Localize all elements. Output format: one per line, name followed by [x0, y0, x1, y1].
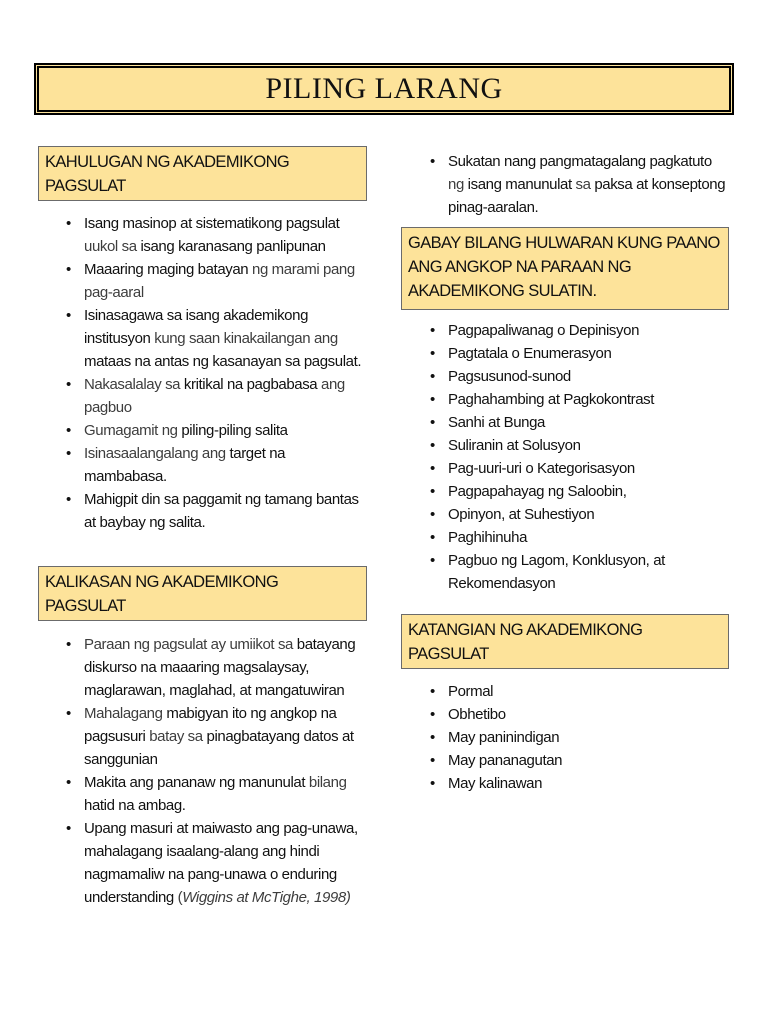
list-item-text: ang pagbuo [84, 376, 345, 416]
page-title-box [34, 63, 734, 115]
list-item-text: mabigyan ito ng angkop na pagsusuri [84, 705, 337, 745]
list-item [426, 703, 726, 726]
list-item-text: Mahalagang [84, 705, 167, 722]
list-item-text: ng [448, 176, 468, 193]
list-item-text: Pormal [448, 683, 494, 700]
list-kahulugan [62, 212, 362, 534]
list-item-text: piling-piling salita [181, 422, 288, 439]
list-item-text: Wiggins at McTighe, 1998) [182, 889, 351, 906]
list-kalikasan [62, 633, 362, 909]
list-item-text: Sukatan nang pangmatagalang pagkatuto [448, 153, 712, 170]
list-item-text: Obhetibo [448, 706, 506, 723]
list-item-text: kung saan kinakailangan ang [150, 330, 338, 347]
list-item-text: batay sa [145, 728, 207, 745]
list-item-text: batayang diskurso na maaaring magsalaysay, maglarawan, maglahad, at mangatuwiran [84, 636, 356, 699]
list-item-text: May kalinawan [448, 775, 543, 792]
list-item-text: kritikal na pagbabasa [183, 376, 318, 393]
list-item [62, 419, 362, 442]
list-item-text: Isinasagawa sa isang akademikong institusyon [84, 307, 309, 347]
list-item-text: Paghahambing at Pagkokontrast [448, 391, 655, 408]
list-item-text: uukol sa [84, 238, 141, 255]
list-item-text: paksa at konseptong pinag-aaralan. [448, 176, 726, 216]
list-item [426, 365, 726, 388]
list-item [426, 480, 726, 503]
list-item [426, 342, 726, 365]
list-item-text: Gumagamit ng [84, 422, 182, 439]
list-item-text: Pagpapaliwanag o Depinisyon [448, 322, 640, 339]
list-item-text: Pagtatala o Enumerasyon [448, 345, 612, 362]
list-item-text: isang karanasang panlipunan [140, 238, 326, 255]
list-item-text: Maaaring maging batayan [84, 261, 249, 278]
list-item [62, 702, 362, 771]
list-item [426, 319, 726, 342]
list-item [426, 526, 726, 549]
list-item-text: isang manunulat [467, 176, 572, 193]
heading-kahulugan: KAHULUGAN NG AKADEMIKONG PAGSULAT [38, 146, 367, 201]
page-title: PILING LARANG [265, 72, 503, 105]
heading-katangian: KATANGIAN NG AKADEMIKONG PAGSULAT [401, 614, 729, 669]
list-item-text: Sanhi at Bunga [448, 414, 545, 431]
list-item-text: Mahigpit din sa paggamit ng tamang bantas at baybay ng salita. [84, 491, 359, 531]
list-item [426, 726, 726, 749]
list-item-text: Upang masuri at maiwasto ang pag-unawa, mahalagang isaalang-alang ang hindi nagmamaliw na pang-unawa o enduring understanding [84, 820, 358, 906]
list-gabay [426, 319, 726, 595]
heading-gabay: GABAY BILANG HULWARAN KUNG PAANO ANG ANGKOP NA PARAAN NG AKADEMIKONG SULATIN. [401, 227, 729, 310]
list-item-text: pinagbatayang datos at sanggunian [84, 728, 354, 768]
list-item [426, 680, 726, 703]
list-item-text: Makita ang pananaw ng manunulat [84, 774, 306, 791]
list-item [426, 549, 726, 595]
list-item-text: ng marami pang pag-aaral [84, 261, 355, 301]
list-item [426, 388, 726, 411]
list-item [426, 457, 726, 480]
list-item [426, 434, 726, 457]
heading-kalikasan: KALIKASAN NG AKADEMIKONG PAGSULAT [38, 566, 367, 621]
list-item-text: Pagsusunod-sunod [448, 368, 571, 385]
list-item [62, 258, 362, 304]
list-item-text: Isinasaalangalang ang [84, 445, 230, 462]
list-item-text: Pagbuo ng Lagom, Konklusyon, at Rekomendasyon [448, 552, 665, 592]
list-item-text: Nakasalalay sa [84, 376, 184, 393]
list-item [62, 304, 362, 373]
list-item-text: Pagpapahayag ng Saloobin, [448, 483, 627, 500]
list-item-text: Paghihinuha [448, 529, 528, 546]
list-item [426, 150, 726, 219]
list-item-text: target na mambabasa. [84, 445, 286, 485]
list-item [62, 771, 362, 817]
list-item [426, 503, 726, 526]
list-item [62, 212, 362, 258]
list-item-text: hatid na ambag. [84, 797, 186, 814]
list-item [426, 772, 726, 795]
list-item-text: bilang [305, 774, 347, 791]
list-item-text: sa [571, 176, 595, 193]
list-item [62, 817, 362, 909]
list-item-text: Paraan ng pagsulat ay umiikot sa [84, 636, 297, 653]
list-item-text: Opinyon, at Suhestiyon [448, 506, 595, 523]
list-item-text: Pag-uuri-uri o Kategorisasyon [448, 460, 635, 477]
list-item-text: Isang masinop at sistematikong pagsulat [84, 215, 340, 232]
list-item-text: May pananagutan [448, 752, 563, 769]
list-item-text: mataas na antas ng kasanayan sa pagsulat. [84, 353, 362, 370]
list-item-text: ( [173, 889, 183, 906]
list-item [62, 373, 362, 419]
list-item-text: May paninindigan [448, 729, 560, 746]
list-item [62, 442, 362, 488]
list-item [426, 411, 726, 434]
list-katangian [426, 680, 726, 795]
list-right-top [426, 150, 726, 219]
list-item [426, 749, 726, 772]
list-item [62, 488, 362, 534]
list-item [62, 633, 362, 702]
list-item-text: Suliranin at Solusyon [448, 437, 581, 454]
